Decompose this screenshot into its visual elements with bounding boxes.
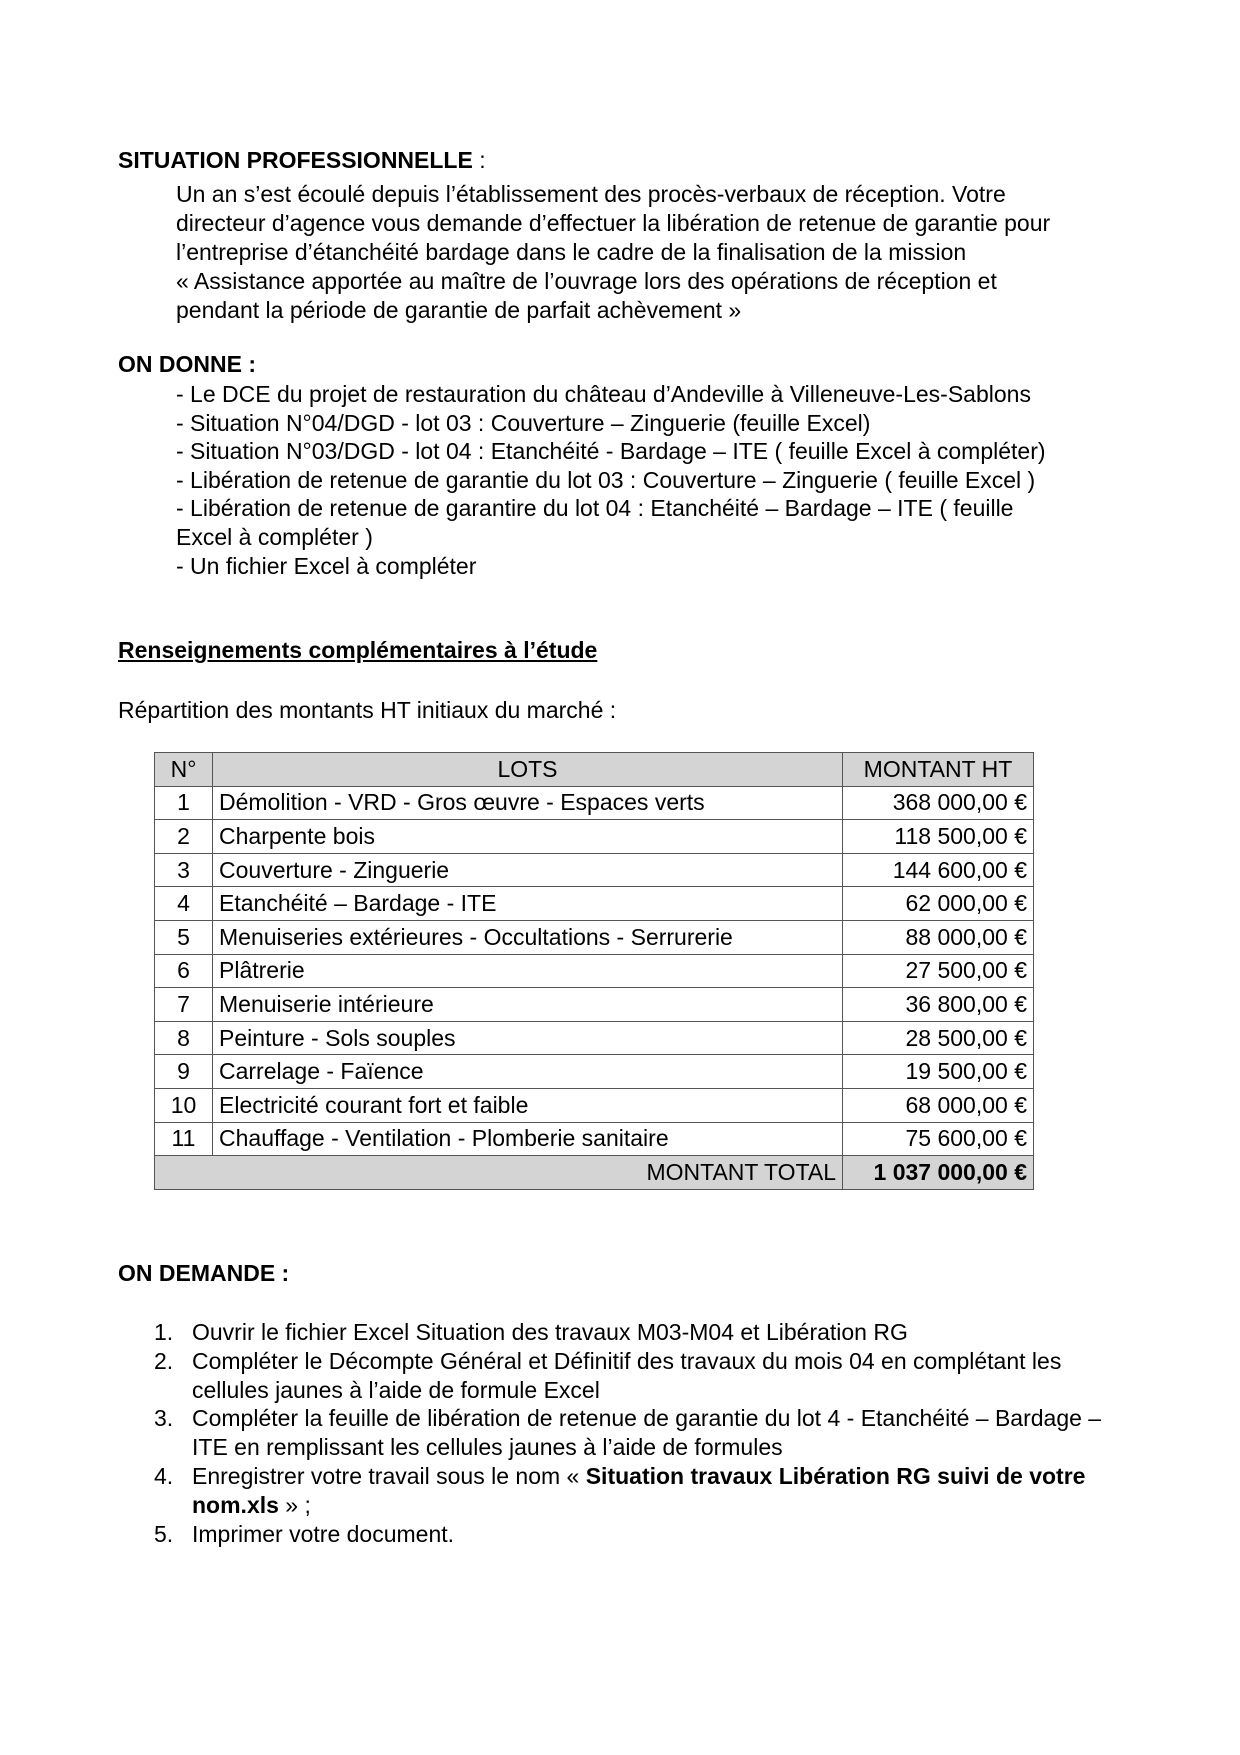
row-number: 6: [155, 954, 213, 988]
row-lot: Chauffage - Ventilation - Plomberie sanitaire: [213, 1122, 843, 1156]
step-number: 5.: [154, 1520, 174, 1547]
step-number: 1.: [154, 1319, 174, 1345]
renseignements-heading: Renseignements complémentaires à l’étude: [118, 637, 598, 663]
row-amount: 88 000,00 €: [843, 920, 1034, 954]
step-number: 3.: [154, 1405, 174, 1432]
row-amount: 62 000,00 €: [843, 887, 1034, 921]
row-lot: Démolition - VRD - Gros œuvre - Espaces verts: [213, 786, 843, 820]
header-number: N°: [155, 753, 213, 787]
step-item: [118, 1462, 1128, 1520]
table-row: [155, 820, 1034, 854]
table-total-row: [155, 1156, 1034, 1190]
situation-line: « Assistance apportée au maître de l’ouvrage lors des opérations de réception et: [176, 268, 997, 294]
on-donne-item: - Libération de retenue de garantie du lot 03 : Couverture – Zinguerie ( feuille Excel ): [176, 466, 1036, 493]
table-row: [155, 1088, 1034, 1122]
step-text-after: » ;: [278, 1491, 311, 1518]
table-row: [155, 1122, 1034, 1156]
step-number: 2.: [154, 1347, 174, 1374]
row-number: 1: [155, 786, 213, 820]
step-text: Ouvrir le fichier Excel Situation des travaux M03-M04 et Libération RG: [192, 1319, 908, 1345]
row-amount: 36 800,00 €: [843, 988, 1034, 1022]
table-header-row: [155, 753, 1034, 787]
row-amount: 68 000,00 €: [843, 1088, 1034, 1122]
row-number: 4: [155, 887, 213, 921]
total-label: MONTANT TOTAL: [155, 1156, 843, 1190]
row-lot: Couverture - Zinguerie: [213, 853, 843, 887]
situation-line: pendant la période de garantie de parfait achèvement »: [176, 297, 742, 323]
row-lot: Menuiseries extérieures - Occultations - Serrurerie: [213, 920, 843, 954]
step-item: [118, 1404, 1128, 1462]
on-donne-item: - Situation N°04/DGD - lot 03 : Couverture – Zinguerie (feuille Excel): [176, 409, 871, 436]
lots-table: [154, 752, 1034, 1190]
row-lot: Etanchéité – Bardage - ITE: [213, 887, 843, 921]
row-number: 7: [155, 988, 213, 1022]
situation-line: Un an s’est écoulé depuis l’établissement des procès-verbaux de réception. Votre: [176, 181, 1006, 207]
situation-title-suffix: :: [472, 147, 486, 173]
on-donne-item: Excel à compléter ): [176, 523, 373, 550]
row-number: 5: [155, 920, 213, 954]
table-row: [155, 1055, 1034, 1089]
row-lot: Charpente bois: [213, 820, 843, 854]
step-item: [118, 1520, 1128, 1549]
total-amount: 1 037 000,00 €: [843, 1156, 1034, 1190]
table-row: [155, 853, 1034, 887]
step-text: Compléter le Décompte Général et Définitif des travaux du mois 04 en complétant les cellules jaunes à l’aide de formule Excel: [192, 1347, 1062, 1403]
on-donne-list: [176, 380, 1046, 580]
situation-line: directeur d’agence vous demande d’effectuer la libération de retenue de garantie pour: [176, 210, 1051, 236]
row-amount: 19 500,00 €: [843, 1055, 1034, 1089]
on-demande-heading: ON DEMANDE :: [118, 1260, 290, 1286]
step-item: [118, 1347, 1128, 1405]
row-number: 3: [155, 853, 213, 887]
table-row: [155, 1021, 1034, 1055]
step-item: [118, 1318, 1128, 1347]
row-number: 8: [155, 1021, 213, 1055]
header-lots: LOTS: [213, 753, 843, 787]
step-filename: Situation travaux Libération RG suivi de votre nom.xls: [192, 1462, 1086, 1518]
row-amount: 75 600,00 €: [843, 1122, 1034, 1156]
on-donne-item: - Le DCE du projet de restauration du château d’Andeville à Villeneuve-Les-Sablons: [176, 381, 1031, 407]
row-amount: 27 500,00 €: [843, 954, 1034, 988]
on-donne-item: - Libération de retenue de garantire du lot 04 : Etanchéité – Bardage – ITE ( feuille: [176, 495, 1014, 522]
row-number: 2: [155, 820, 213, 854]
table-row: [155, 887, 1034, 921]
table-row: [155, 988, 1034, 1022]
step-text: Imprimer votre document.: [192, 1520, 455, 1547]
step-text: Compléter la feuille de libération de retenue de garantie du lot 4 - Etanchéité – Bardage – ITE en remplissant les cellules jaunes à l’aide de formules: [192, 1405, 1102, 1461]
row-amount: 28 500,00 €: [843, 1021, 1034, 1055]
situation-title: SITUATION PROFESSIONNELLE: [118, 147, 473, 173]
row-number: 10: [155, 1088, 213, 1122]
situation-heading: [118, 147, 486, 174]
table-row: [155, 920, 1034, 954]
on-donne-item: - Situation N°03/DGD - lot 04 : Etanchéité - Bardage – ITE ( feuille Excel à compléter): [176, 438, 1046, 465]
row-amount: 144 600,00 €: [843, 853, 1034, 887]
step-number: 4.: [154, 1462, 174, 1489]
row-number: 11: [155, 1122, 213, 1156]
row-lot: Carrelage - Faïence: [213, 1055, 843, 1089]
on-demande-steps: [118, 1318, 1128, 1548]
on-donne-heading: ON DONNE :: [118, 351, 256, 377]
row-lot: Plâtrerie: [213, 954, 843, 988]
table-row: [155, 954, 1034, 988]
row-number: 9: [155, 1055, 213, 1089]
row-lot: Electricité courant fort et faible: [213, 1088, 843, 1122]
step-text-before: Enregistrer votre travail sous le nom «: [192, 1462, 586, 1489]
row-amount: 118 500,00 €: [843, 820, 1034, 854]
situation-line: l’entreprise d’étanchéité bardage dans le cadre de la finalisation de la mission: [176, 239, 967, 265]
row-amount: 368 000,00 €: [843, 786, 1034, 820]
header-amount: MONTANT HT: [843, 753, 1034, 787]
situation-paragraph: [176, 180, 1176, 325]
renseignements-intro: Répartition des montants HT initiaux du marché :: [118, 697, 617, 723]
row-lot: Peinture - Sols souples: [213, 1021, 843, 1055]
on-donne-item: - Un fichier Excel à compléter: [176, 552, 477, 579]
row-lot: Menuiserie intérieure: [213, 988, 843, 1022]
table-row: [155, 786, 1034, 820]
